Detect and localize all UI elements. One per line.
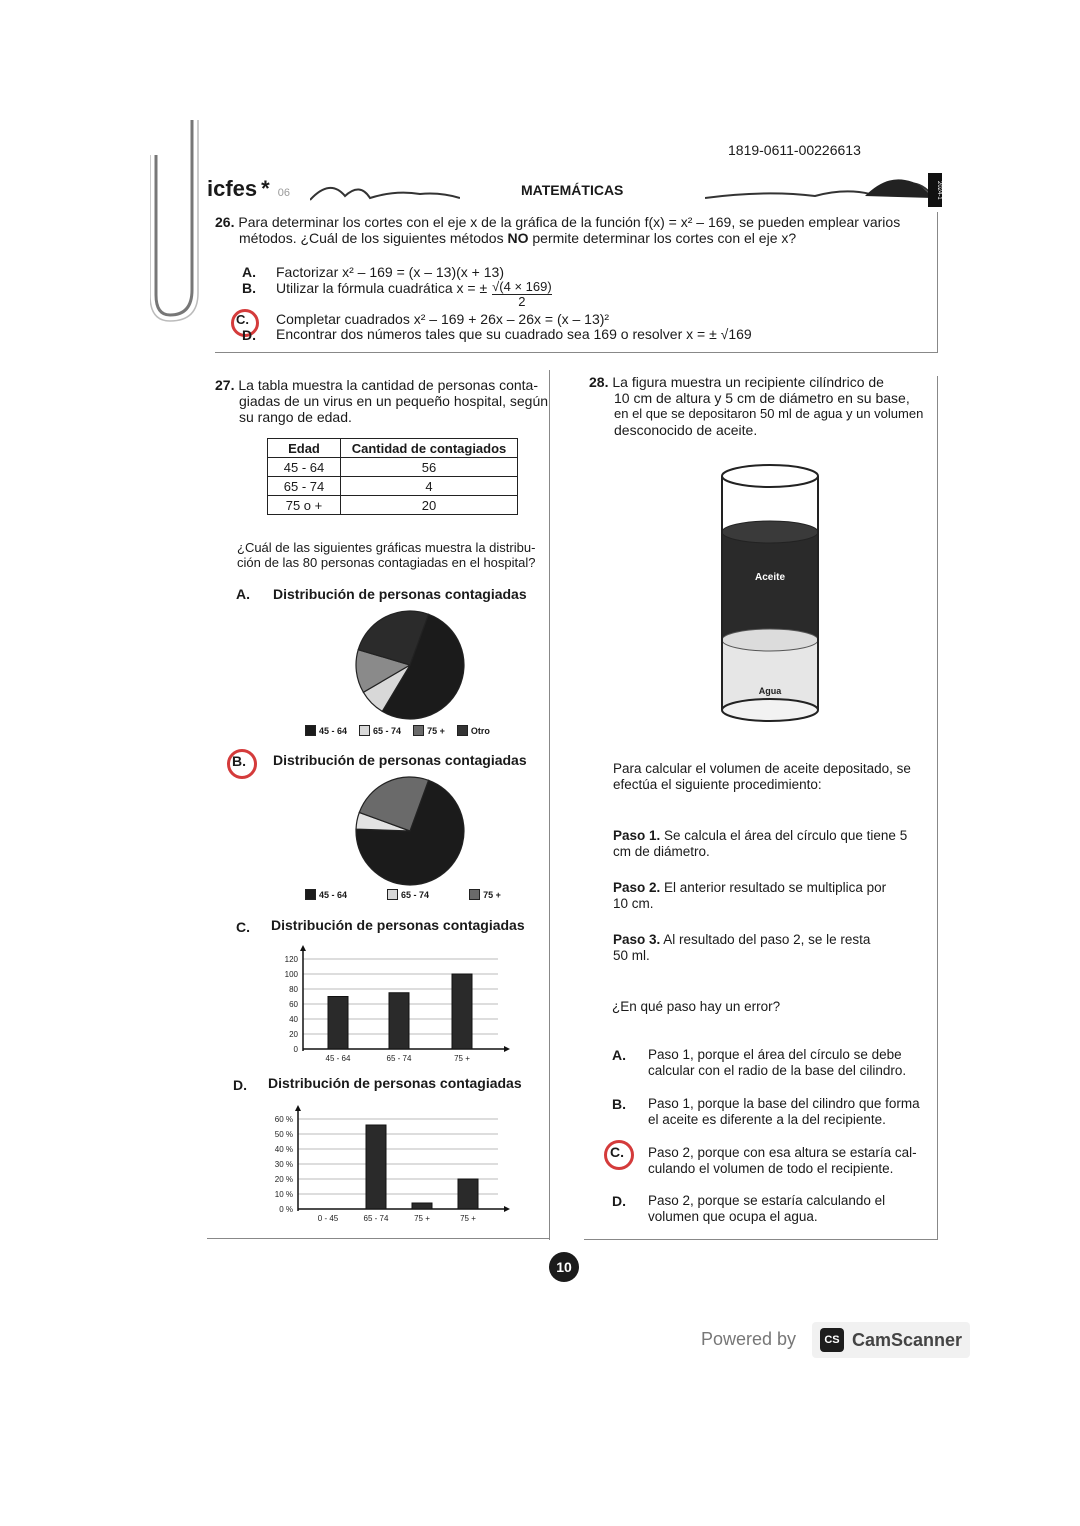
y-tick-label: 60 %: [274, 1115, 293, 1124]
table-cell: 56: [341, 458, 518, 477]
y-tick-label: 60: [289, 1000, 298, 1009]
x-tick-label: 0 - 45: [317, 1214, 339, 1223]
step-2: [613, 880, 933, 912]
table-header-row: [268, 439, 518, 458]
x-tick-label: 75 +: [414, 1214, 430, 1223]
page-number-badge: [549, 1252, 579, 1282]
bar-chart-c[interactable]: [265, 933, 515, 1068]
q28-intro: [589, 374, 934, 438]
q27-intro-line3: su rango de edad.: [239, 409, 352, 425]
q28-option-b-text[interactable]: [648, 1096, 938, 1128]
step-text: Se calcula el área del círculo que tiene 5: [664, 828, 908, 843]
pie-chart-b[interactable]: [350, 771, 470, 891]
x-tick-label: 75 +: [454, 1054, 470, 1063]
table-cell: 4: [341, 477, 518, 496]
y-tick-label: 50 %: [274, 1130, 293, 1139]
legend-swatch: [387, 889, 398, 900]
y-tick-label: 0: [293, 1045, 298, 1054]
paperclip-icon: [150, 115, 210, 325]
right-border: [937, 376, 938, 1240]
icfes-logo: [207, 176, 290, 202]
q28-option-c-letter[interactable]: C.: [610, 1144, 624, 1160]
x-tick-label: 65 - 74: [386, 1054, 412, 1063]
y-tick-label: 20 %: [274, 1175, 293, 1184]
water-label: Agua: [758, 686, 782, 696]
chart-d-title: Distribución de personas contagiadas: [268, 1075, 522, 1091]
bar-75+: [412, 1203, 432, 1209]
q27-option-c-letter[interactable]: C.: [236, 919, 250, 935]
q27-number: 27.: [215, 377, 235, 393]
legend-label: 65 - 74: [401, 889, 430, 900]
option-line: culando el volumen de todo el recipiente.: [648, 1161, 894, 1176]
q26-option-b-label: Utilizar la fórmula cuadrática x = ±: [276, 280, 488, 296]
table-cell: 20: [341, 496, 518, 515]
option-line: Paso 2, porque se estaría calculando el: [648, 1193, 886, 1208]
y-tick-label: 20: [289, 1030, 298, 1039]
table-row: [268, 477, 518, 496]
contagion-table: [267, 438, 518, 515]
q27-intro-line2: giadas de un virus en un pequeño hospital, según: [239, 393, 549, 409]
subject-title: MATEMÁTICAS: [521, 182, 624, 198]
camscanner-logo-icon: CS: [820, 1328, 844, 1352]
q26-divider: [215, 352, 938, 353]
header-decoration-left: [310, 178, 460, 204]
q27-intro-line1: La tabla muestra la cantidad de personas conta-: [238, 377, 538, 393]
y-tick-label: 100: [284, 970, 298, 979]
q28-option-d-text[interactable]: [648, 1193, 938, 1225]
q26-option-a-text[interactable]: Factorizar x² – 169 = (x – 13)(x + 13): [276, 264, 504, 280]
right-bottom-rule: [584, 1239, 938, 1240]
oil-surface: [722, 521, 818, 543]
legend-swatch: [305, 725, 316, 736]
q28-intro-line2: 10 cm de altura y 5 cm de diámetro en su base,: [614, 390, 910, 406]
camscanner-brand: CamScanner: [852, 1329, 963, 1350]
oil-layer: [722, 532, 818, 640]
cylinder-figure: [715, 462, 825, 732]
table-cell: 75 o +: [268, 496, 341, 515]
q26-text-line1: Para determinar los cortes con el eje x de la gráfica de la función f(x) = x² – 169, se pueden emplear varios: [238, 214, 901, 230]
q26-right-border: [937, 212, 938, 353]
q27-option-b-letter[interactable]: B.: [232, 753, 246, 769]
y-tick-label: 120: [284, 955, 298, 964]
x-tick-label: 65 - 74: [363, 1214, 389, 1223]
q26-text-line2a: métodos. ¿Cuál de los siguientes métodos: [239, 230, 504, 246]
step-3: [613, 932, 933, 964]
table-row: [268, 496, 518, 515]
y-axis-arrow: [300, 945, 306, 951]
table-header-cantidad: Cantidad de contagiados: [341, 439, 518, 458]
y-tick-label: 0 %: [279, 1205, 293, 1214]
bar-75+: [452, 974, 472, 1049]
q28-option-a-letter[interactable]: A.: [612, 1047, 626, 1063]
bar-65-74: [389, 993, 409, 1049]
column-divider: [549, 370, 550, 1240]
q26-option-d-letter[interactable]: D.: [242, 327, 256, 343]
bar-65-74: [366, 1125, 386, 1209]
q27-question: [237, 540, 536, 570]
option-line: calcular con el radio de la base del cilindro.: [648, 1063, 907, 1078]
legend-swatch: [469, 889, 480, 900]
legend-label: Otro: [470, 725, 490, 736]
logo-small: 06: [277, 187, 290, 199]
table-header-edad: Edad: [268, 439, 341, 458]
q28-question: ¿En qué paso hay un error?: [612, 999, 781, 1014]
q26-option-b-text[interactable]: [276, 280, 552, 309]
step-label: Paso 3.: [613, 932, 661, 947]
chart-c-title: Distribución de personas contagiadas: [271, 917, 525, 933]
step-text: 10 cm.: [613, 896, 654, 911]
y-tick-label: 80: [289, 985, 298, 994]
option-line: volumen que ocupa el agua.: [648, 1209, 818, 1224]
legend-swatch: [413, 725, 424, 736]
q28-intro-line3: en el que se depositaron 50 ml de agua y un volumen: [614, 406, 924, 421]
q28-option-a-text[interactable]: [648, 1047, 938, 1079]
bar-45-64: [328, 997, 348, 1050]
q26-statement: [215, 214, 935, 246]
step-label: Paso 2.: [613, 880, 661, 895]
camscanner-badge[interactable]: [812, 1322, 970, 1358]
cylinder-bottom: [722, 699, 818, 721]
table-cell: 45 - 64: [268, 458, 341, 477]
side-tag: 2024-1: [928, 173, 942, 207]
q28-procedure: [613, 761, 933, 793]
procedure-line1: Para calcular el volumen de aceite depositado, se: [613, 761, 911, 776]
chart-b-title: Distribución de personas contagiadas: [273, 752, 527, 768]
q28-option-c-text[interactable]: [648, 1145, 938, 1177]
q26-option-b-fraction: [492, 280, 552, 309]
page-number: 10: [556, 1259, 572, 1275]
option-line: Paso 2, porque con esa altura se estaría cal-: [648, 1145, 917, 1160]
legend-swatch: [359, 725, 370, 736]
q26-option-c-letter[interactable]: C.: [236, 312, 249, 327]
q26-option-b-letter[interactable]: B.: [242, 280, 256, 296]
q28-intro-line1: La figura muestra un recipiente cilíndrico de: [612, 374, 884, 390]
y-tick-label: 30 %: [274, 1160, 293, 1169]
y-tick-label: 40 %: [274, 1145, 293, 1154]
option-line: Paso 1, porque el área del círculo se debe: [648, 1047, 902, 1062]
logo-mark: *: [261, 176, 270, 201]
logo-text: icfes: [207, 176, 258, 201]
table-row: [268, 458, 518, 477]
q26-option-c-text[interactable]: Completar cuadrados x² – 169 + 26x – 26x = (x – 13)²: [276, 311, 610, 327]
step-text: cm de diámetro.: [613, 844, 710, 859]
q27-question-line1: ¿Cuál de las siguientes gráficas muestra la distribu-: [237, 540, 536, 555]
bar-chart-d[interactable]: [260, 1091, 520, 1231]
q26-text-line2c: permite determinar los cortes con el eje x?: [532, 230, 797, 246]
bar-75+: [458, 1179, 478, 1209]
cylinder-top-rim: [722, 465, 818, 487]
q28-number: 28.: [589, 374, 609, 390]
q26-option-d-text[interactable]: Encontrar dos números tales que su cuadrado sea 169 o resolver x = ± √169: [276, 326, 752, 342]
procedure-line2: efectúa el siguiente procedimiento:: [613, 777, 822, 792]
q28-intro-line4: desconocido de aceite.: [614, 422, 758, 438]
legend-label: 75 +: [427, 725, 445, 736]
q26-number: 26.: [215, 214, 235, 230]
x-axis-arrow: [504, 1046, 510, 1052]
step-1: [613, 828, 933, 860]
oil-label: Aceite: [754, 572, 786, 583]
step-text: 50 ml.: [613, 948, 650, 963]
x-axis-arrow: [504, 1206, 510, 1212]
fraction-numerator: √(4 × 169): [492, 279, 552, 294]
option-line: Paso 1, porque la base del cilindro que forma: [648, 1096, 920, 1111]
q26-text-no: NO: [507, 230, 529, 246]
legend-label: 45 - 64: [319, 889, 348, 900]
y-tick-label: 10 %: [274, 1190, 293, 1199]
water-surface: [722, 629, 818, 651]
q26-option-a-letter[interactable]: A.: [242, 264, 256, 280]
y-axis-arrow: [295, 1105, 301, 1111]
table-cell: 65 - 74: [268, 477, 341, 496]
chart-a-legend: [305, 725, 490, 736]
option-line: el aceite es diferente a la del recipiente.: [648, 1112, 886, 1127]
step-text: Al resultado del paso 2, se le resta: [663, 932, 871, 947]
legend-swatch: [305, 889, 316, 900]
chart-a-title: Distribución de personas contagiadas: [273, 586, 527, 602]
q27-option-a-letter[interactable]: A.: [236, 586, 250, 602]
left-bottom-rule: [207, 1238, 550, 1239]
q27-option-d-letter[interactable]: D.: [233, 1077, 247, 1093]
y-tick-label: 40: [289, 1015, 298, 1024]
header-decoration-right: [705, 170, 935, 204]
fraction-denominator: 2: [518, 294, 526, 309]
step-label: Paso 1.: [613, 828, 661, 843]
q27-question-line2: ción de las 80 personas contagiadas en el hospital?: [237, 555, 536, 570]
legend-label: 65 - 74: [373, 725, 402, 736]
document-serial: 1819-0611-00226613: [728, 142, 861, 158]
legend-label: 45 - 64: [319, 725, 348, 736]
pie-chart-a[interactable]: [350, 605, 470, 725]
step-text: El anterior resultado se multiplica por: [664, 880, 887, 895]
x-tick-label: 45 - 64: [325, 1054, 351, 1063]
powered-by-text: Powered by: [701, 1329, 797, 1349]
x-tick-label: 75 +: [460, 1214, 476, 1223]
q27-intro: [215, 377, 555, 425]
q28-option-d-letter[interactable]: D.: [612, 1193, 626, 1209]
legend-swatch: [457, 725, 468, 736]
chart-b-legend: [305, 889, 501, 900]
legend-label: 75 +: [483, 889, 501, 900]
q28-option-b-letter[interactable]: B.: [612, 1096, 626, 1112]
